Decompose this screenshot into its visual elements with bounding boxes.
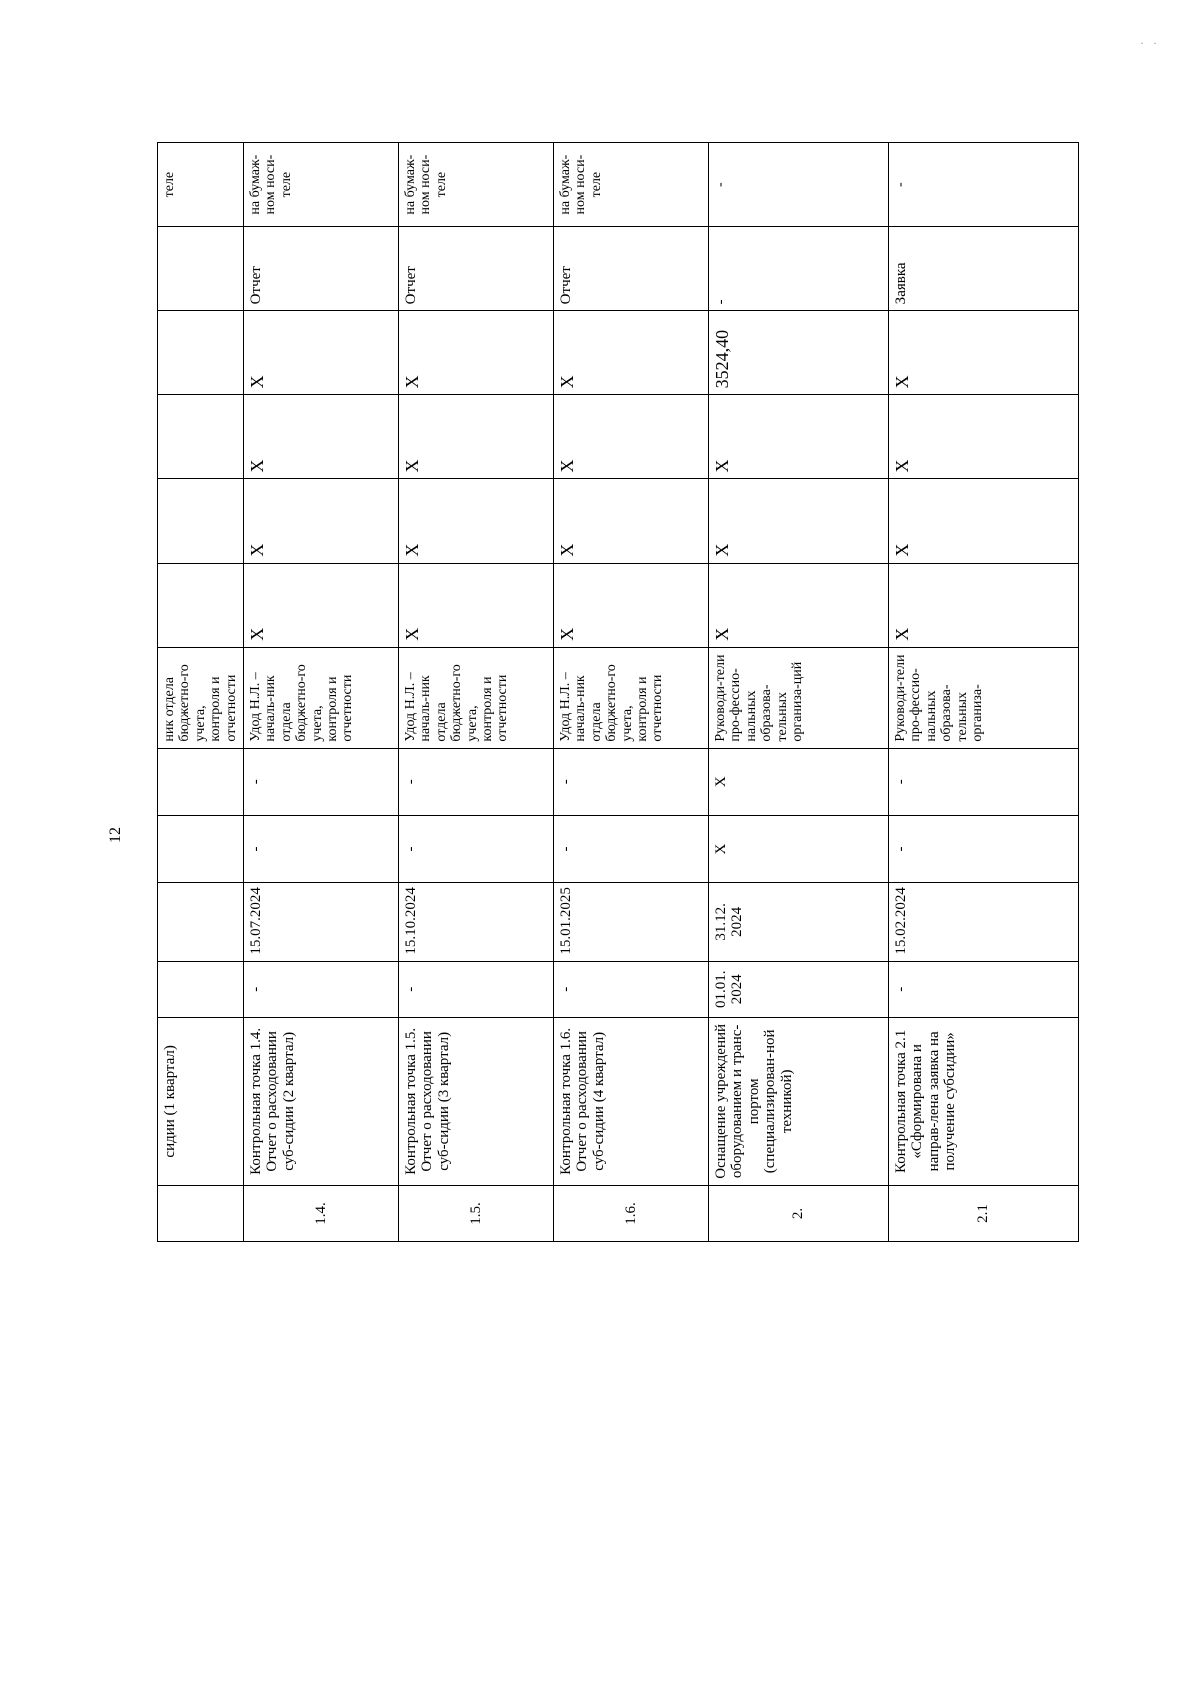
row-number-cell: 2.1 (888, 1185, 1078, 1241)
value-1-cell: X (398, 563, 553, 647)
row-number-cell: 1.5. (398, 1185, 553, 1241)
end-date-cell: 15.02.2024 (888, 883, 1078, 962)
row-number-cell: 1.6. (553, 1185, 708, 1241)
value-1-cell: X (888, 563, 1078, 647)
indicator-2-cell: - (398, 748, 553, 815)
table-row (158, 143, 244, 1242)
indicator-1-cell: X (708, 815, 888, 882)
row-title-cell: Контрольная точка 1.6. Отчет о расходовании суб-сидии (4 квартал) (553, 1017, 708, 1185)
document-form-cell: - (888, 143, 1078, 227)
value-4-cell: X (553, 311, 708, 395)
document-type-cell: Отчет (243, 227, 398, 311)
document-type-cell: Отчет (553, 227, 708, 311)
start-date-cell: - (553, 961, 708, 1017)
value-3-cell (158, 395, 244, 479)
indicator-1-cell: - (243, 815, 398, 882)
table-row (553, 143, 708, 1242)
document-form-cell: на бумаж-ном носи-теле (553, 143, 708, 227)
value-4-cell (158, 311, 244, 395)
start-date-cell: - (398, 961, 553, 1017)
start-date-cell (158, 961, 244, 1017)
row-number-cell: 2. (708, 1185, 888, 1241)
end-date-cell: 15.10.2024 (398, 883, 553, 962)
responsible-person-cell: Удод Н.Л. – началь-ник отдела бюджетно-го учета, контроля и отчетности (398, 647, 553, 748)
row-title-cell: Контрольная точка 1.4. Отчет о расходовании суб-сидии (2 квартал) (243, 1017, 398, 1185)
responsible-person-cell: Удод Н.Л. – началь-ник отдела бюджетно-го учета, контроля и отчетности (553, 647, 708, 748)
indicator-1-cell: - (553, 815, 708, 882)
document-type-cell (158, 227, 244, 311)
indicator-1-cell (158, 815, 244, 882)
document-type-cell: - (708, 227, 888, 311)
row-title-cell: Контрольная точка 1.5. Отчет о расходовании суб-сидии (3 квартал) (398, 1017, 553, 1185)
document-type-cell: Отчет (398, 227, 553, 311)
row-number-cell (158, 1185, 244, 1241)
end-date-cell: 15.07.2024 (243, 883, 398, 962)
indicator-2-cell: - (888, 748, 1078, 815)
value-4-cell: X (243, 311, 398, 395)
value-4-cell: X (888, 311, 1078, 395)
document-form-cell: теле (158, 143, 244, 227)
indicator-2-cell (158, 748, 244, 815)
value-3-cell: X (553, 395, 708, 479)
document-form-cell: - (708, 143, 888, 227)
value-3-cell: X (708, 395, 888, 479)
value-1-cell: X (553, 563, 708, 647)
value-4-cell: X (398, 311, 553, 395)
responsible-person-cell: ник отдела бюджетно-го учета, контроля и отчетности (158, 647, 244, 748)
document-table-wrapper (157, 142, 1062, 1242)
start-date-cell: - (243, 961, 398, 1017)
row-number-cell: 1.4. (243, 1185, 398, 1241)
indicator-2-cell: - (553, 748, 708, 815)
value-2-cell: X (398, 479, 553, 563)
corner-mark: · · (1140, 36, 1160, 50)
table-row (398, 143, 553, 1242)
document-type-cell: Заявка (888, 227, 1078, 311)
end-date-cell: 15.01.2025 (553, 883, 708, 962)
responsible-person-cell: Удод Н.Л. – началь-ник отдела бюджетно-го учета, контроля и отчетности (243, 647, 398, 748)
document-form-cell: на бумаж-ном носи-теле (398, 143, 553, 227)
document-form-cell: на бумаж-ном носи-теле (243, 143, 398, 227)
end-date-cell: 31.12. 2024 (708, 883, 888, 962)
value-1-cell (158, 563, 244, 647)
table-row (708, 143, 888, 1242)
responsible-person-cell: Руководи-тели про-фессио-нальных образова-тельных организа- (888, 647, 1078, 748)
start-date-cell: 01.01. 2024 (708, 961, 888, 1017)
row-title-cell: Оснащение учреждений оборудованием и транс-портом (специализирован-ной техникой) (708, 1017, 888, 1185)
row-title-cell: Контрольная точка 2.1 «Сформирована и направ-лена заявка на получение субсидии» (888, 1017, 1078, 1185)
value-2-cell: X (888, 479, 1078, 563)
value-3-cell: X (398, 395, 553, 479)
row-title-cell: сидии (1 квартал) (158, 1017, 244, 1185)
value-4-cell: 3524,40 (708, 311, 888, 395)
end-date-cell (158, 883, 244, 962)
start-date-cell: - (888, 961, 1078, 1017)
value-2-cell: X (553, 479, 708, 563)
indicator-2-cell: - (243, 748, 398, 815)
responsible-person-cell: Руководи-тели про-фессио-нальных образова-тельных организа-ций (708, 647, 888, 748)
table-row (243, 143, 398, 1242)
value-2-cell: X (243, 479, 398, 563)
value-1-cell: X (708, 563, 888, 647)
value-2-cell: X (708, 479, 888, 563)
document-table (157, 142, 1079, 1242)
table-row (888, 143, 1078, 1242)
value-3-cell: X (243, 395, 398, 479)
indicator-1-cell: - (398, 815, 553, 882)
indicator-2-cell: X (708, 748, 888, 815)
page-number: 12 (107, 827, 124, 843)
value-3-cell: X (888, 395, 1078, 479)
value-2-cell (158, 479, 244, 563)
indicator-1-cell: - (888, 815, 1078, 882)
value-1-cell: X (243, 563, 398, 647)
